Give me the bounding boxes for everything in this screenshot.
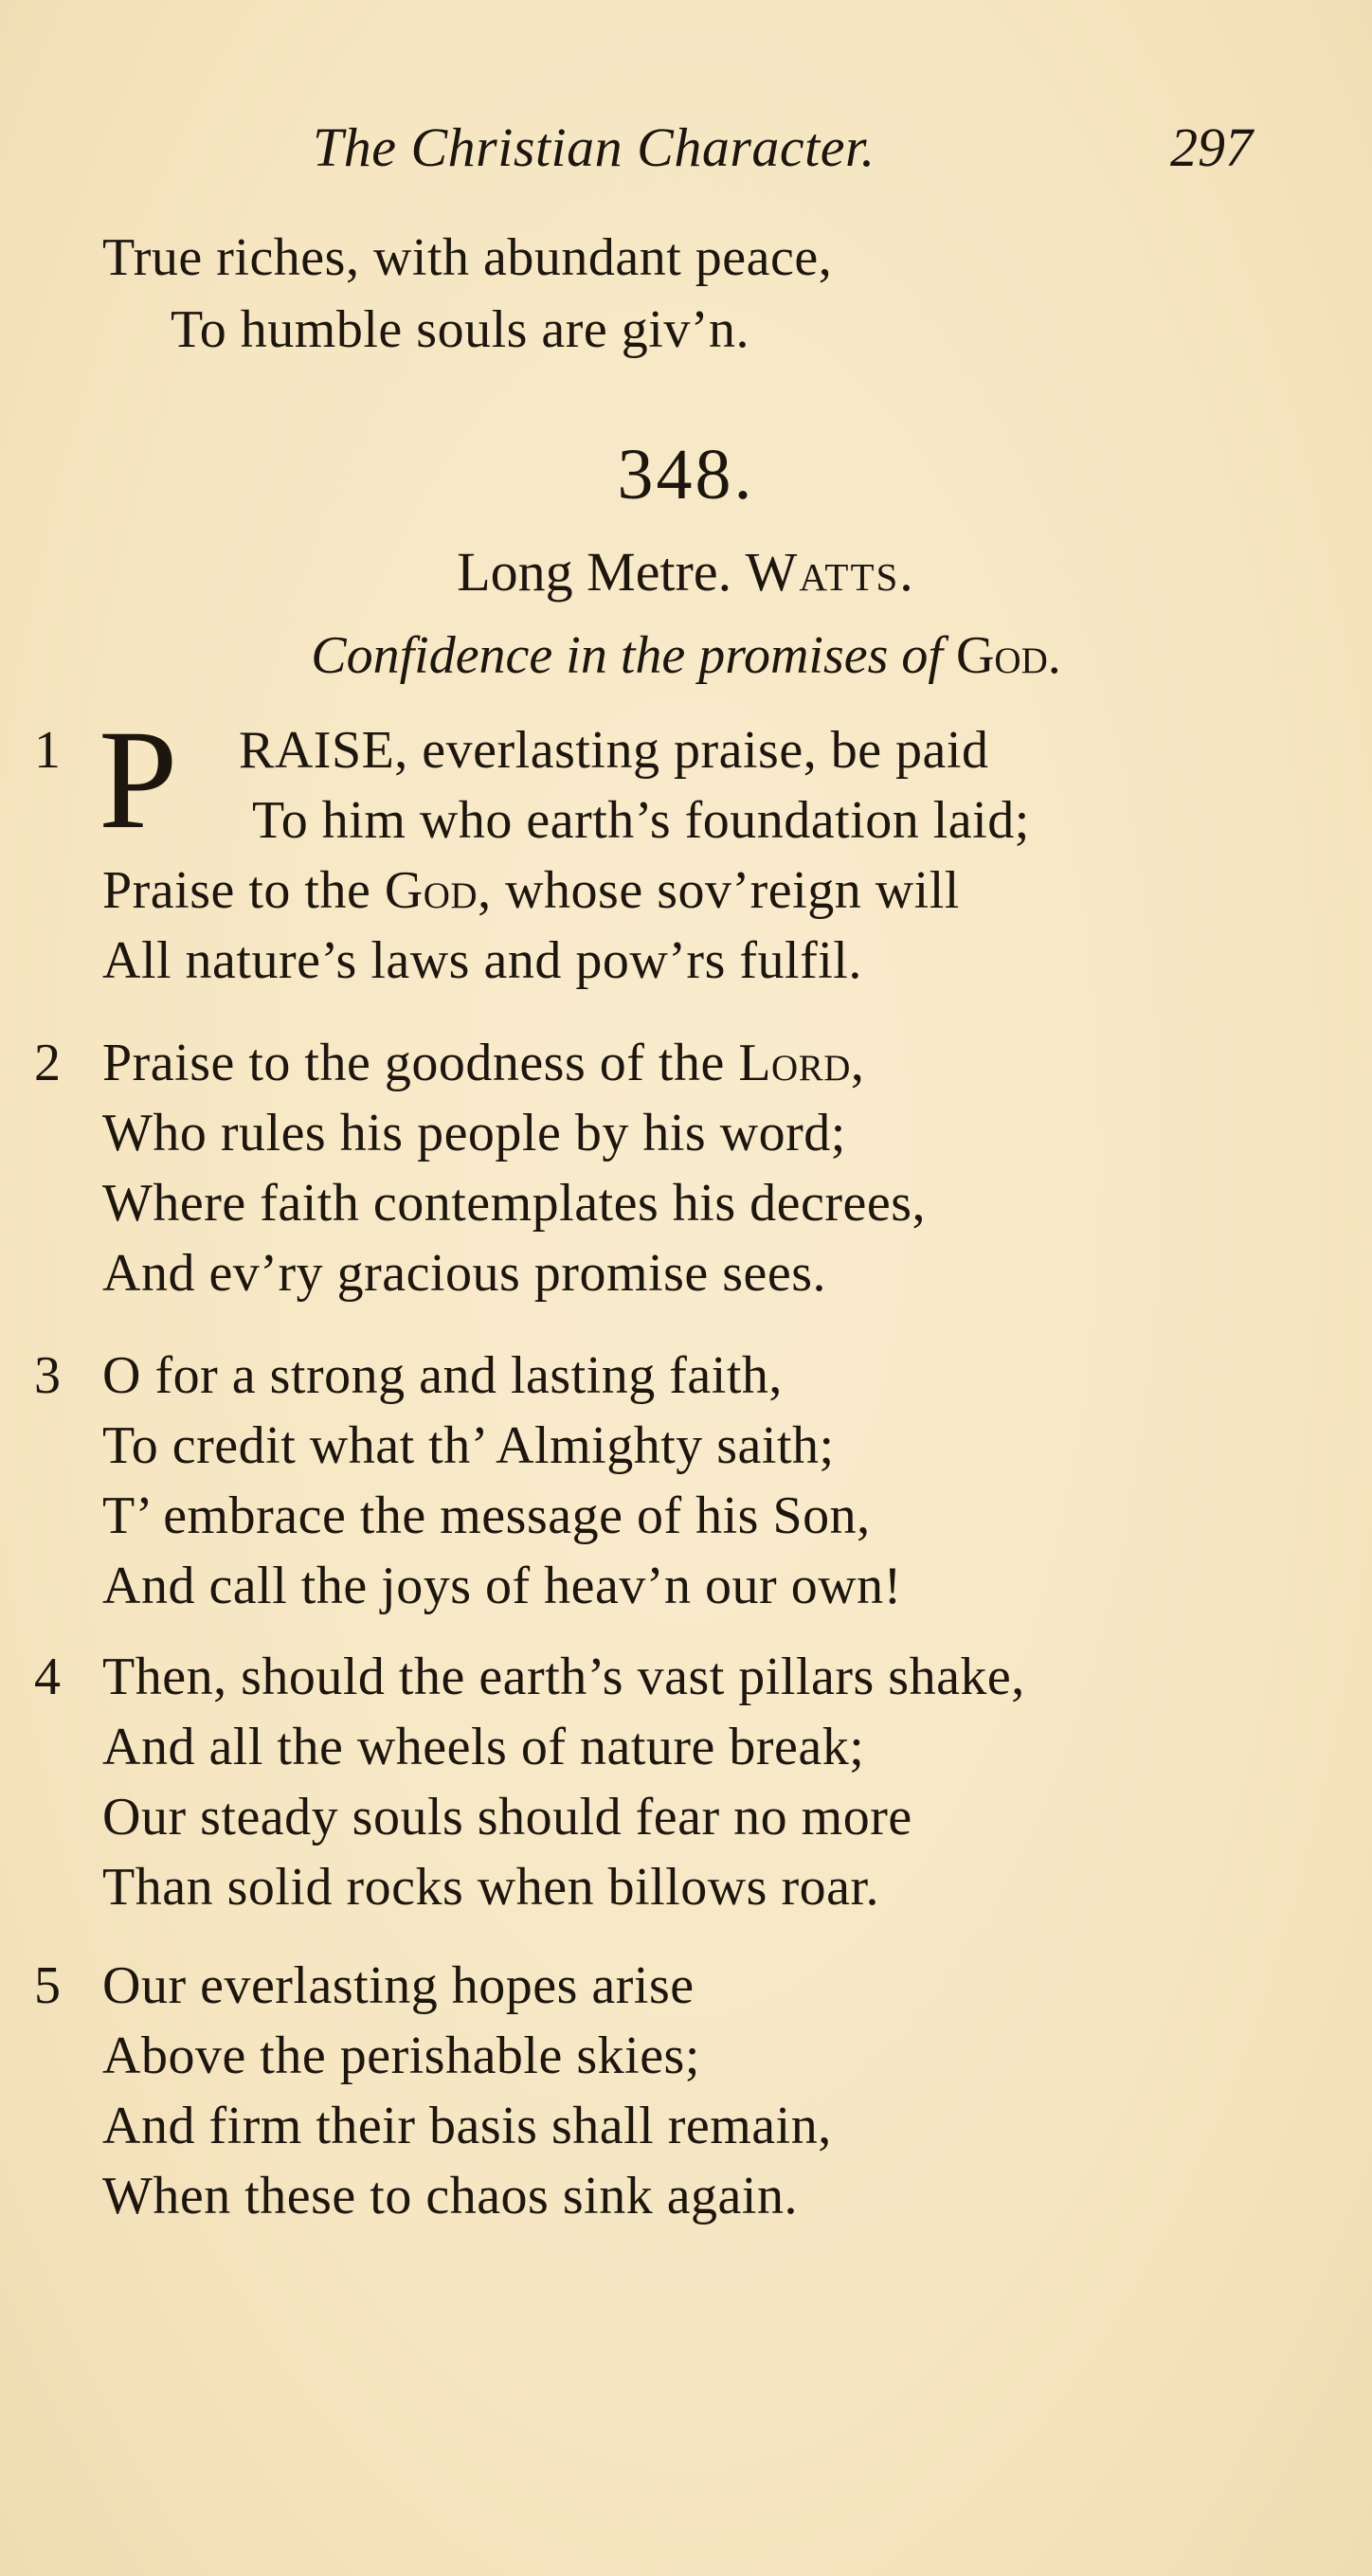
- verse-3-line-1: O for a strong and lasting faith,: [102, 1346, 783, 1405]
- verse-2-line-1: [102, 1033, 864, 1093]
- carryover-line-1: True riches, with abundant peace,: [102, 228, 833, 287]
- verse-1-line-3: [102, 860, 960, 921]
- verse-number-3: 3: [34, 1346, 61, 1405]
- verse-4-line-4: Than solid rocks when billows roar.: [102, 1858, 880, 1917]
- verse-number-2: 2: [34, 1034, 61, 1092]
- verse-4-line-3: Our steady souls should fear no more: [102, 1788, 912, 1846]
- verse-5-line-1: Our everlasting hopes arise: [102, 1956, 695, 2015]
- verse-3-line-2: To credit what th’ Almighty saith;: [102, 1416, 835, 1475]
- hymn-meter-line: [0, 540, 1372, 603]
- verse-3-line-3: T’ embrace the message of his Son,: [102, 1486, 871, 1545]
- verse-number-5: 5: [34, 1956, 61, 2015]
- verse-5-line-4: When these to chaos sink again.: [102, 2167, 798, 2225]
- hymn-author: Watts.: [745, 541, 915, 603]
- verse-1-line-3-rest: whose sov’reign will: [505, 861, 960, 920]
- hymn-topic-text: Confidence in the promises of: [311, 626, 943, 685]
- verse-2-line-3: Where faith contemplates his decrees,: [102, 1174, 926, 1233]
- verse-2-line-1-lord: Lord,: [738, 1034, 865, 1092]
- verse-1-line-4: All nature’s laws and pow’rs fulfil.: [102, 931, 862, 990]
- verse-2-line-1-prefix: Praise to the goodness of the: [102, 1034, 725, 1092]
- hymn-topic: [0, 625, 1372, 686]
- verse-number-4: 4: [34, 1648, 61, 1706]
- hymn-number: 348.: [617, 435, 755, 514]
- hymn-topic-god: God.: [955, 626, 1061, 685]
- verse-1-line-3-prefix: Praise to the: [102, 861, 371, 920]
- verse-5-line-3: And firm their basis shall remain,: [102, 2097, 832, 2155]
- running-header-title: The Christian Character.: [313, 117, 876, 178]
- carryover-line-2: To humble souls are giv’n.: [171, 300, 749, 359]
- verse-2-line-4: And ev’ry gracious promise sees.: [102, 1244, 827, 1303]
- drop-cap: P: [99, 701, 178, 858]
- verse-1-line-2: To him who earth’s foundation laid;: [252, 791, 1030, 850]
- verse-4-line-2: And all the wheels of nature break;: [102, 1718, 865, 1776]
- hymn-meter: Long Metre.: [457, 541, 732, 603]
- verse-number-1: 1: [34, 721, 61, 780]
- page-number: 297: [1170, 117, 1253, 178]
- verse-4-line-1: Then, should the earth’s vast pillars shake,: [102, 1648, 1025, 1706]
- verse-1-line-3-god: God,: [384, 861, 492, 920]
- verse-5-line-2: Above the perishable skies;: [102, 2027, 700, 2085]
- verse-2-line-2: Who rules his people by his word;: [102, 1104, 846, 1162]
- verse-3-line-4: And call the joys of heav’n our own!: [102, 1557, 902, 1615]
- verse-1-line-1: RAISE, everlasting praise, be paid: [239, 721, 989, 780]
